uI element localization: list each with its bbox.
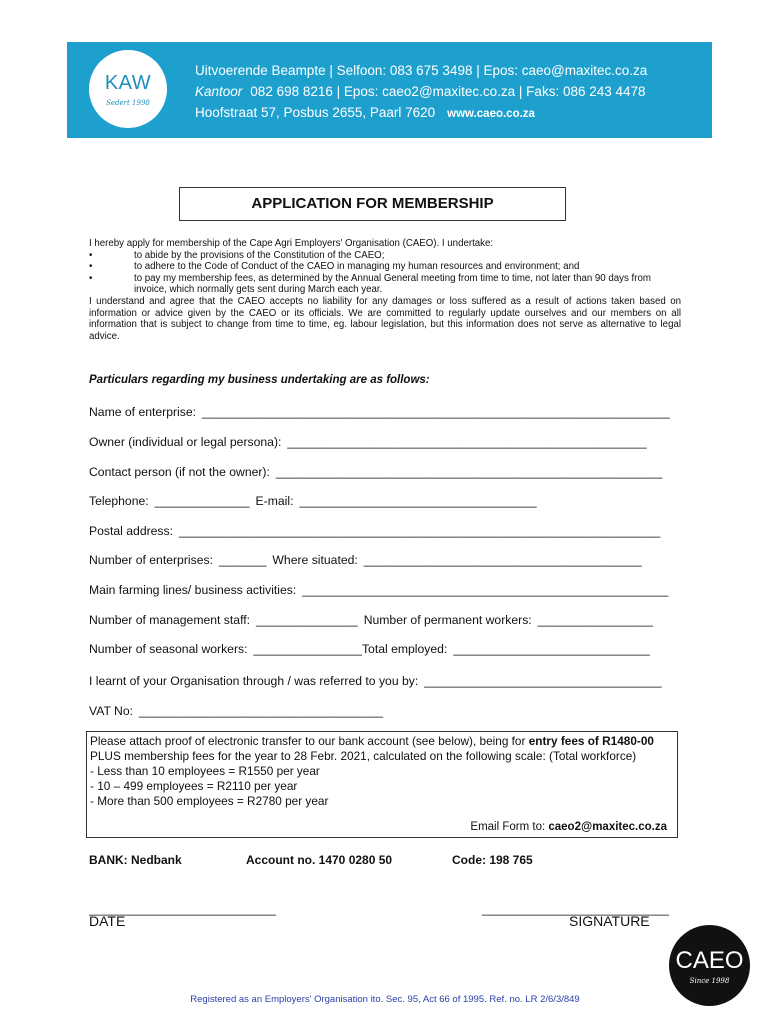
liability-paragraph: I understand and agree that the CAEO accepts no liability for any damages or loss suffered as a result of actions taken based on information or advice given by the CAEO or its officials. We are committed to regularly update ourselves and our members on all information that is subject to change from time to time, eg. labour legislation, but this information does not serve as alternative to legal advice. — [89, 295, 681, 342]
intro-lead: I hereby apply for membership of the Cape Agri Employers' Organisation (CAEO). I undertake: — [89, 238, 494, 249]
field-label: Number of management staff: — [89, 613, 251, 627]
enterprises-row — [89, 553, 642, 567]
office-details: 082 698 8216 | Epos: caeo2@maxitec.co.za | Faks: 086 243 4478 — [250, 84, 646, 99]
contact-line-2 — [195, 81, 647, 102]
email-form-address[interactable]: caeo2@maxitec.co.za — [548, 821, 667, 833]
bullet-icon: • — [89, 272, 93, 284]
instruction-text: PLUS membership fees for the year to 28 Febr. 2021, calculated on the following scale: (Total workforce) — [90, 749, 637, 763]
field-label: Owner (individual or legal persona): — [89, 435, 282, 449]
bullet-icon: • — [89, 261, 93, 273]
vat-field[interactable] — [89, 704, 383, 718]
branch-code: Code: 198 765 — [452, 853, 533, 867]
field-label: Total employed: — [361, 642, 448, 656]
undertaking-item — [89, 250, 681, 262]
contact-lines — [195, 60, 647, 125]
contact-person-field[interactable] — [89, 465, 662, 479]
date-line[interactable]: ____________________________ — [89, 902, 276, 916]
referral-field[interactable] — [89, 674, 661, 688]
bullet-icon: • — [89, 249, 93, 261]
owner-field[interactable] — [89, 435, 647, 449]
field-label: Name of enterprise: — [89, 405, 197, 419]
account-number: Account no. 1470 0280 50 — [246, 853, 393, 867]
seasonal-line[interactable]: ________________ — [253, 642, 362, 656]
undertaking-text: to pay my membership fees, as determined by the Annual General meeting from time to time, not later than 90 days from invoice, which normally gets sent during March each year. — [134, 272, 651, 296]
bank-name: BANK: Nedbank — [89, 853, 182, 867]
entry-fee-text: entry fees of R1480-00 — [528, 734, 654, 748]
contact-line-3 — [195, 102, 647, 125]
fee-scale-item: - More than 500 employees = R2780 per year — [90, 794, 329, 808]
undertaking-item — [89, 273, 681, 296]
fee-scale-item: - 10 – 499 employees = R2110 per year — [90, 779, 298, 793]
telephone-line[interactable]: ______________ — [154, 494, 250, 508]
farming-field[interactable] — [89, 583, 668, 597]
field-line[interactable]: _____________________________________________________ — [287, 435, 647, 449]
instruction-text: Please attach proof of electronic transfer to our bank account (see below), being for — [90, 734, 529, 748]
perm-workers-line[interactable]: _________________ — [537, 613, 653, 627]
signature-line[interactable]: ____________________________ — [482, 902, 669, 916]
contact-line-1: Uitvoerende Beampte | Selfoon: 083 675 3498 | Epos: caeo@maxitec.co.za — [195, 63, 648, 78]
logo-sub: Sedert 1998 — [106, 99, 150, 107]
enterprise-field[interactable] — [89, 405, 670, 419]
field-line[interactable]: ______________________________________________________ — [302, 583, 669, 597]
website: www.caeo.co.za — [447, 108, 535, 120]
mgmt-staff-line[interactable]: _______________ — [256, 613, 358, 627]
date-label: DATE — [89, 913, 126, 929]
intro-text — [89, 238, 681, 342]
address: Hoofstraat 57, Posbus 2655, Paarl 7620 — [195, 105, 436, 120]
field-label: Number of seasonal workers: — [89, 642, 248, 656]
logo-text: KAW — [104, 72, 152, 94]
postal-field[interactable] — [89, 524, 660, 538]
field-label: Number of permanent workers: — [363, 613, 532, 627]
registration-footer: Registered as an Employers' Organisation ito. Sec. 95, Act 66 of 1995. Ref. no. LR 2/6/3/849 — [190, 994, 580, 1005]
caeo-logo-sub: Since 1998 — [689, 977, 730, 985]
letterhead-banner — [67, 42, 712, 138]
undertaking-item — [89, 261, 681, 273]
office-label: Kantoor — [195, 84, 243, 99]
field-label: I learnt of your Organisation through / was referred to you by: — [89, 674, 419, 688]
field-label: Telephone: — [89, 494, 149, 508]
field-label: Postal address: — [89, 524, 174, 538]
field-label: VAT No: — [89, 704, 134, 718]
email-form-line — [470, 820, 667, 835]
undertaking-text: to abide by the provisions of the Constitution of the CAEO; — [134, 249, 385, 261]
staff-row — [89, 613, 653, 627]
signature-label: SIGNATURE — [569, 913, 650, 929]
telephone-email-row — [89, 494, 537, 508]
payment-info-box — [86, 731, 678, 838]
field-line[interactable]: _________________________________________________________ — [275, 465, 663, 479]
undertaking-text: to adhere to the Code of Conduct of the CAEO in managing my human resources and environment; and — [134, 261, 580, 273]
field-line[interactable]: ____________________________________ — [139, 704, 384, 718]
kaw-logo — [89, 50, 167, 128]
field-line[interactable]: ___________________________________ — [424, 674, 662, 688]
fee-scale-item: - Less than 10 employees = R1550 per year — [90, 764, 320, 778]
field-label: E-mail: — [255, 494, 294, 508]
field-label: Where situated: — [272, 553, 358, 567]
email-form-label: Email Form to: — [470, 821, 549, 833]
field-line[interactable]: _______________________________________________________________________ — [179, 524, 661, 538]
where-line[interactable]: _________________________________________ — [363, 553, 642, 567]
field-label: Main farming lines/ business activities: — [89, 583, 297, 597]
payment-instructions — [90, 734, 674, 764]
seasonal-row — [89, 642, 650, 656]
form-title: APPLICATION FOR MEMBERSHIP — [179, 187, 566, 221]
field-label: Contact person (if not the owner): — [89, 465, 270, 479]
field-label: Number of enterprises: — [89, 553, 213, 567]
total-line[interactable]: _____________________________ — [453, 642, 650, 656]
email-line[interactable]: ___________________________________ — [299, 494, 537, 508]
field-line[interactable]: _____________________________________________________________________ — [202, 405, 670, 419]
num-enterprises-line[interactable]: _______ — [218, 553, 267, 567]
particulars-heading: Particulars regarding my business undertaking are as follows: — [89, 374, 430, 386]
caeo-logo-text: CAEO — [675, 947, 744, 974]
